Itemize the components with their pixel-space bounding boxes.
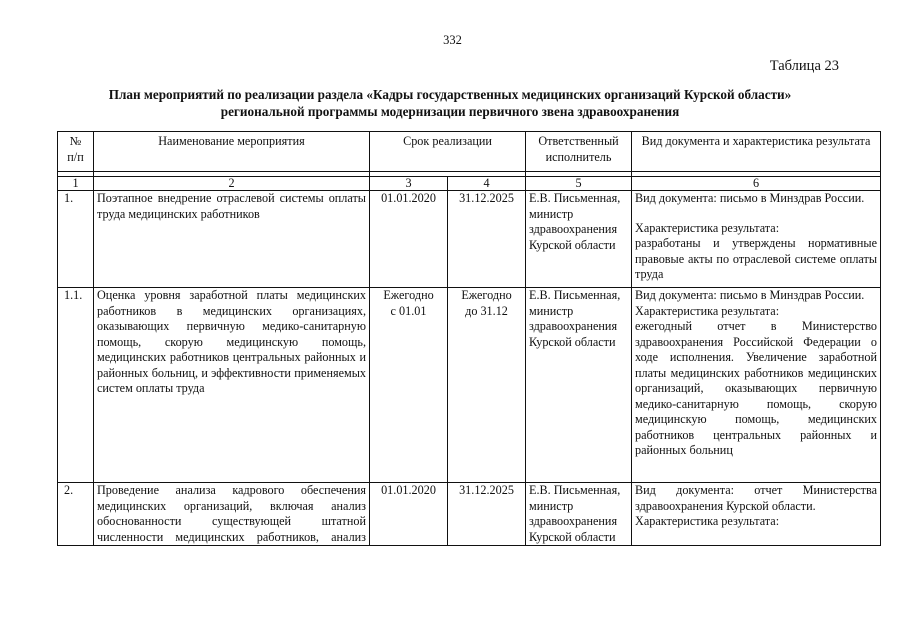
result-label: Характеристика результата: [635,303,780,318]
table-label: Таблица 23 [769,58,839,74]
document-title [40,86,860,120]
result-cell [632,483,881,546]
document-type: Вид документа: письмо в Минздрав России. [635,191,865,205]
column-number: 3 [370,177,448,191]
column-number: 1 [58,177,94,191]
result-description: разработаны и утверждены нормативные правовые акты по отраслевой системе оплаты труда [635,236,878,281]
header-term: Срок реализации [370,132,526,172]
plan-table [57,131,881,546]
table-row [58,191,881,288]
responsible-person: Е.В. Письменная, министр здравоохранения Курской области [526,483,632,546]
page-number: 332 [443,33,462,47]
responsible-person: Е.В. Письменная, министр здравоохранения Курской области [526,288,632,483]
column-number: 2 [94,177,370,191]
result-cell [632,288,881,483]
responsible-person: Е.В. Письменная, министр здравоохранения Курской области [526,191,632,288]
start-date: 01.01.2020 [370,191,448,288]
end-date: 31.12.2025 [448,483,526,546]
table-row [58,288,881,483]
result-cell [632,191,881,288]
activity-name: Оценка уровня заработной платы медицинских работников в медицинских организациях, оказывающих первичную медико-санитарную помощь, скорую медицинскую помощь, медицинских работников центральных районных и районных больниц, и эффективности применяемых систем оплаты труда [94,288,370,483]
document-type: Вид документа: письмо в Минздрав России. [635,288,865,302]
document-title-line-1: План мероприятий по реализации раздела «Кадры государственных медицинских организаций Курской области» [108,87,792,102]
header-result: Вид документа и характеристика результата [632,132,881,172]
document-type: Вид документа: отчет Министерства здравоохранения Курской области. [635,483,878,513]
start-date: Ежегодно с 01.01 [370,288,448,483]
activity-name: Проведение анализа кадрового обеспечения медицинских организаций, включая анализ обоснованности существующей штатной численности медицинских работников, анализ [94,483,370,546]
start-date: 01.01.2020 [370,483,448,546]
result-label: Характеристика результата: [635,514,780,528]
row-number: 1. [58,191,94,288]
column-number-row [58,177,881,191]
column-number: 4 [448,177,526,191]
row-number: 2. [58,483,94,546]
header-name: Наименование мероприятия [94,132,370,172]
activity-name: Поэтапное внедрение отраслевой системы оплаты труда медицинских работников [94,191,370,288]
result-description: ежегодный отчет в Министерство здравоохранения Российской Федерации о ходе исполнения. Увеличение заработной платы медицинских работников медицинских организаций, оказывающих первичную медико-санитарную помощь, скорую медицинскую помощь, медицинских работников центральных районных и районных больниц [635,319,878,457]
end-date: Ежегодно до 31.12 [448,288,526,483]
column-number: 5 [526,177,632,191]
column-number: 6 [632,177,881,191]
header-responsible: Ответственный исполнитель [526,132,632,172]
document-title-line-2: региональной программы модернизации первичного звена здравоохранения [220,104,680,119]
end-date: 31.12.2025 [448,191,526,288]
result-label: Характеристика результата: [635,220,780,235]
table-header-row [58,132,881,172]
row-number: 1.1. [58,288,94,483]
table-row [58,483,881,546]
header-number: № п/п [58,132,94,172]
